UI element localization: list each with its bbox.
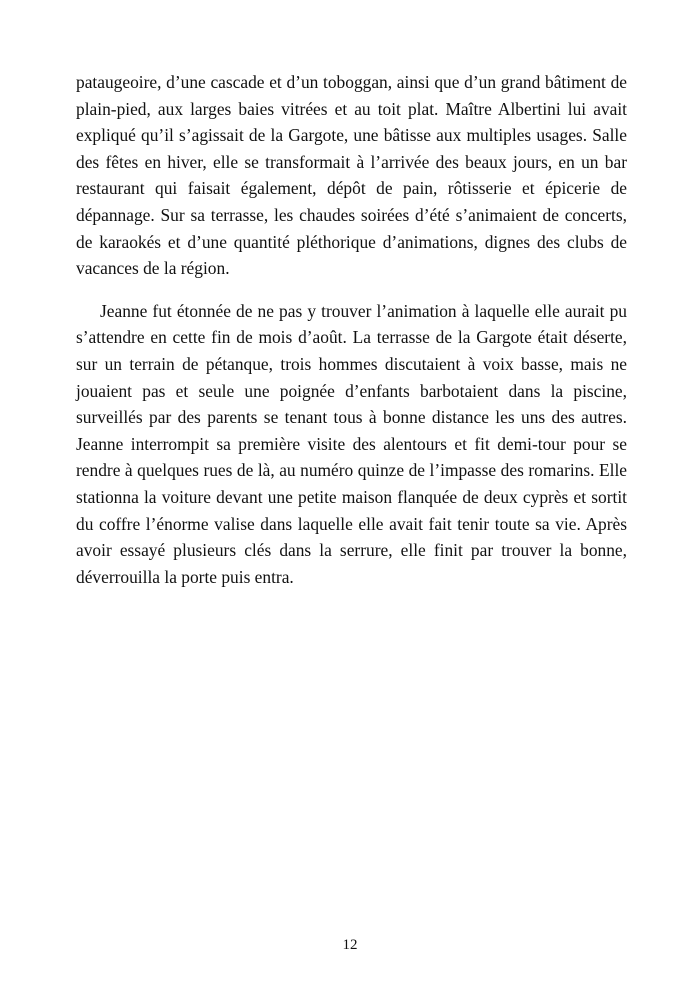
- paragraph-2: Jeanne fut étonnée de ne pas y trouver l’animation à laquelle elle aurait pu s’attendre en cette fin de mois d’août. La terrasse de la Gargote était déserte, sur un terrain de pétanque, trois hommes discutaient à voix basse, mais ne jouaient pas et seule une poignée d’enfants barbotaient dans la piscine, surveillés par des parents se tenant tous à bonne distance les uns des autres. Jeanne interrompit sa première visite des alentours et fit demi-tour pour se rendre à quelques rues de là, au numéro quinze de l’impasse des romarins. Elle stationna la voiture devant une petite maison flanquée de deux cyprès et sortit du coffre l’énorme valise dans laquelle elle avait fait tenir toute sa vie. Après avoir essayé plusieurs clés dans la serrure, elle finit par trouver la bonne, déverrouilla la porte puis entra.: [76, 300, 627, 587]
- body-text: [76, 69, 627, 590]
- paragraph-1: pataugeoire, d’une cascade et d’un toboggan, ainsi que d’un grand bâtiment de plain-pied, aux larges baies vitrées et au toit plat. Maître Albertini lui avait expliqué qu’il s’agissait de la Gargote, une bâtisse aux multiples usages. Salle des fêtes en hiver, elle se transformait à l’arrivée des beaux jours, en un bar restaurant qui faisait également, dépôt de pain, rôtisserie et épicerie de dépannage. Sur sa terrasse, les chaudes soirées d’été s’animaient de concerts, de karaokés et d’une quantité pléthorique d’animations, dignes des clubs de vacances de la région.: [76, 72, 627, 279]
- page-number: 12: [342, 937, 358, 953]
